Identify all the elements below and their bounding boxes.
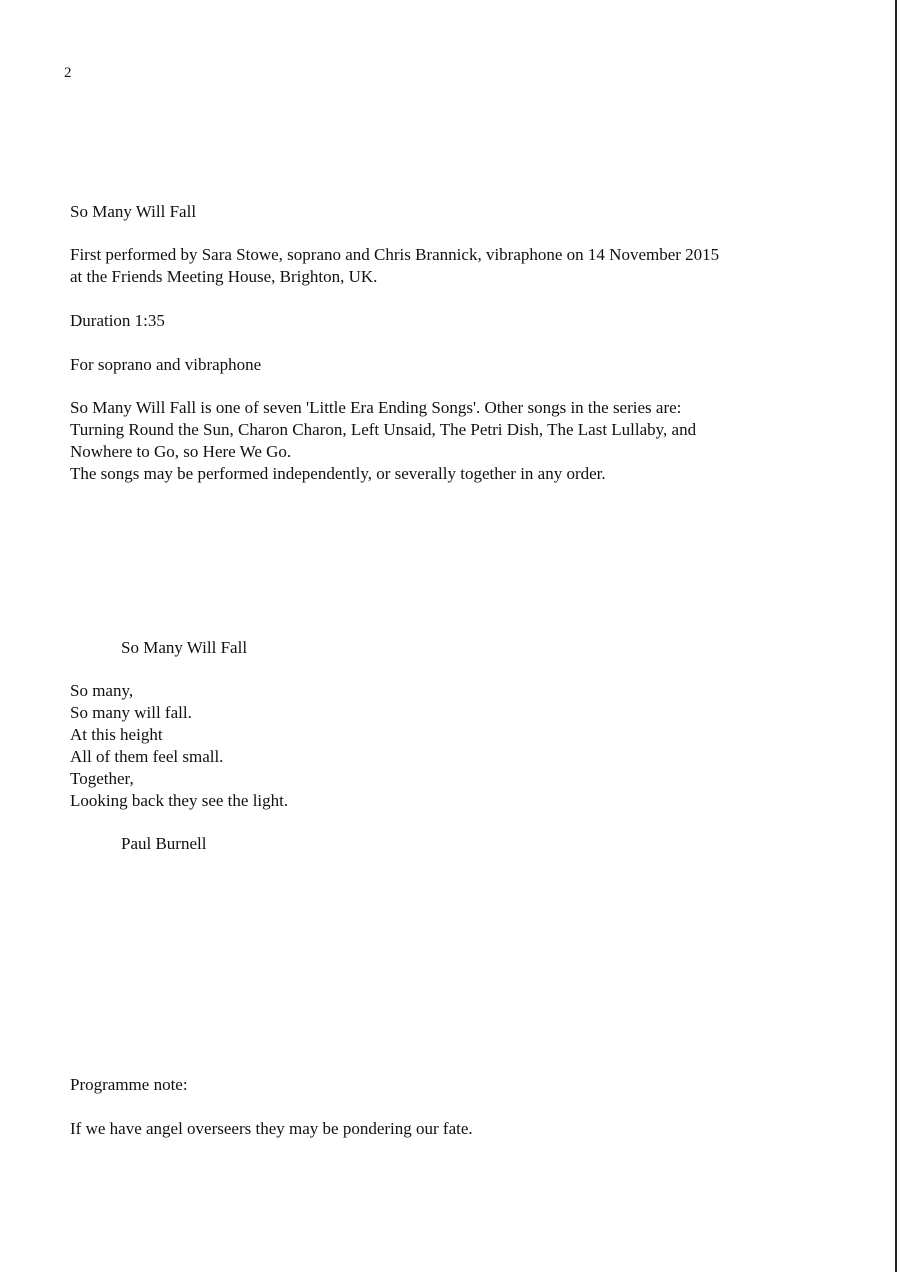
series-note-line: Nowhere to Go, so Here We Go. — [70, 442, 292, 461]
poem-line: Together, — [70, 769, 134, 788]
series-note-line: Turning Round the Sun, Charon Charon, Left Unsaid, The Petri Dish, The Last Lullaby, and — [70, 420, 697, 439]
work-title: So Many Will Fall — [70, 202, 197, 221]
series-note-line: So Many Will Fall is one of seven 'Little Era Ending Songs'. Other songs in the series are: — [70, 398, 682, 417]
programme-note-label: Programme note: — [70, 1075, 188, 1094]
series-note-line: The songs may be performed independently, or severally together in any order. — [70, 464, 606, 483]
duration: Duration 1:35 — [70, 311, 165, 330]
poem-line: So many will fall. — [70, 703, 192, 722]
poem-title: So Many Will Fall — [121, 638, 248, 657]
poem-line: At this height — [70, 725, 163, 744]
premiere-note — [70, 244, 719, 288]
page-number: 2 — [64, 65, 72, 81]
premiere-line: at the Friends Meeting House, Brighton, UK. — [70, 267, 378, 286]
scoring: For soprano and vibraphone — [70, 355, 262, 374]
programme-note-text: If we have angel overseers they may be pondering our fate. — [70, 1119, 473, 1138]
series-note — [70, 397, 696, 485]
poem-line: So many, — [70, 681, 134, 700]
premiere-line: First performed by Sara Stowe, soprano and Chris Brannick, vibraphone on 14 November 2015 — [70, 245, 720, 264]
poem-author: Paul Burnell — [121, 834, 207, 853]
poem-text — [70, 680, 288, 812]
poem-line: All of them feel small. — [70, 747, 224, 766]
poem-line: Looking back they see the light. — [70, 791, 289, 810]
